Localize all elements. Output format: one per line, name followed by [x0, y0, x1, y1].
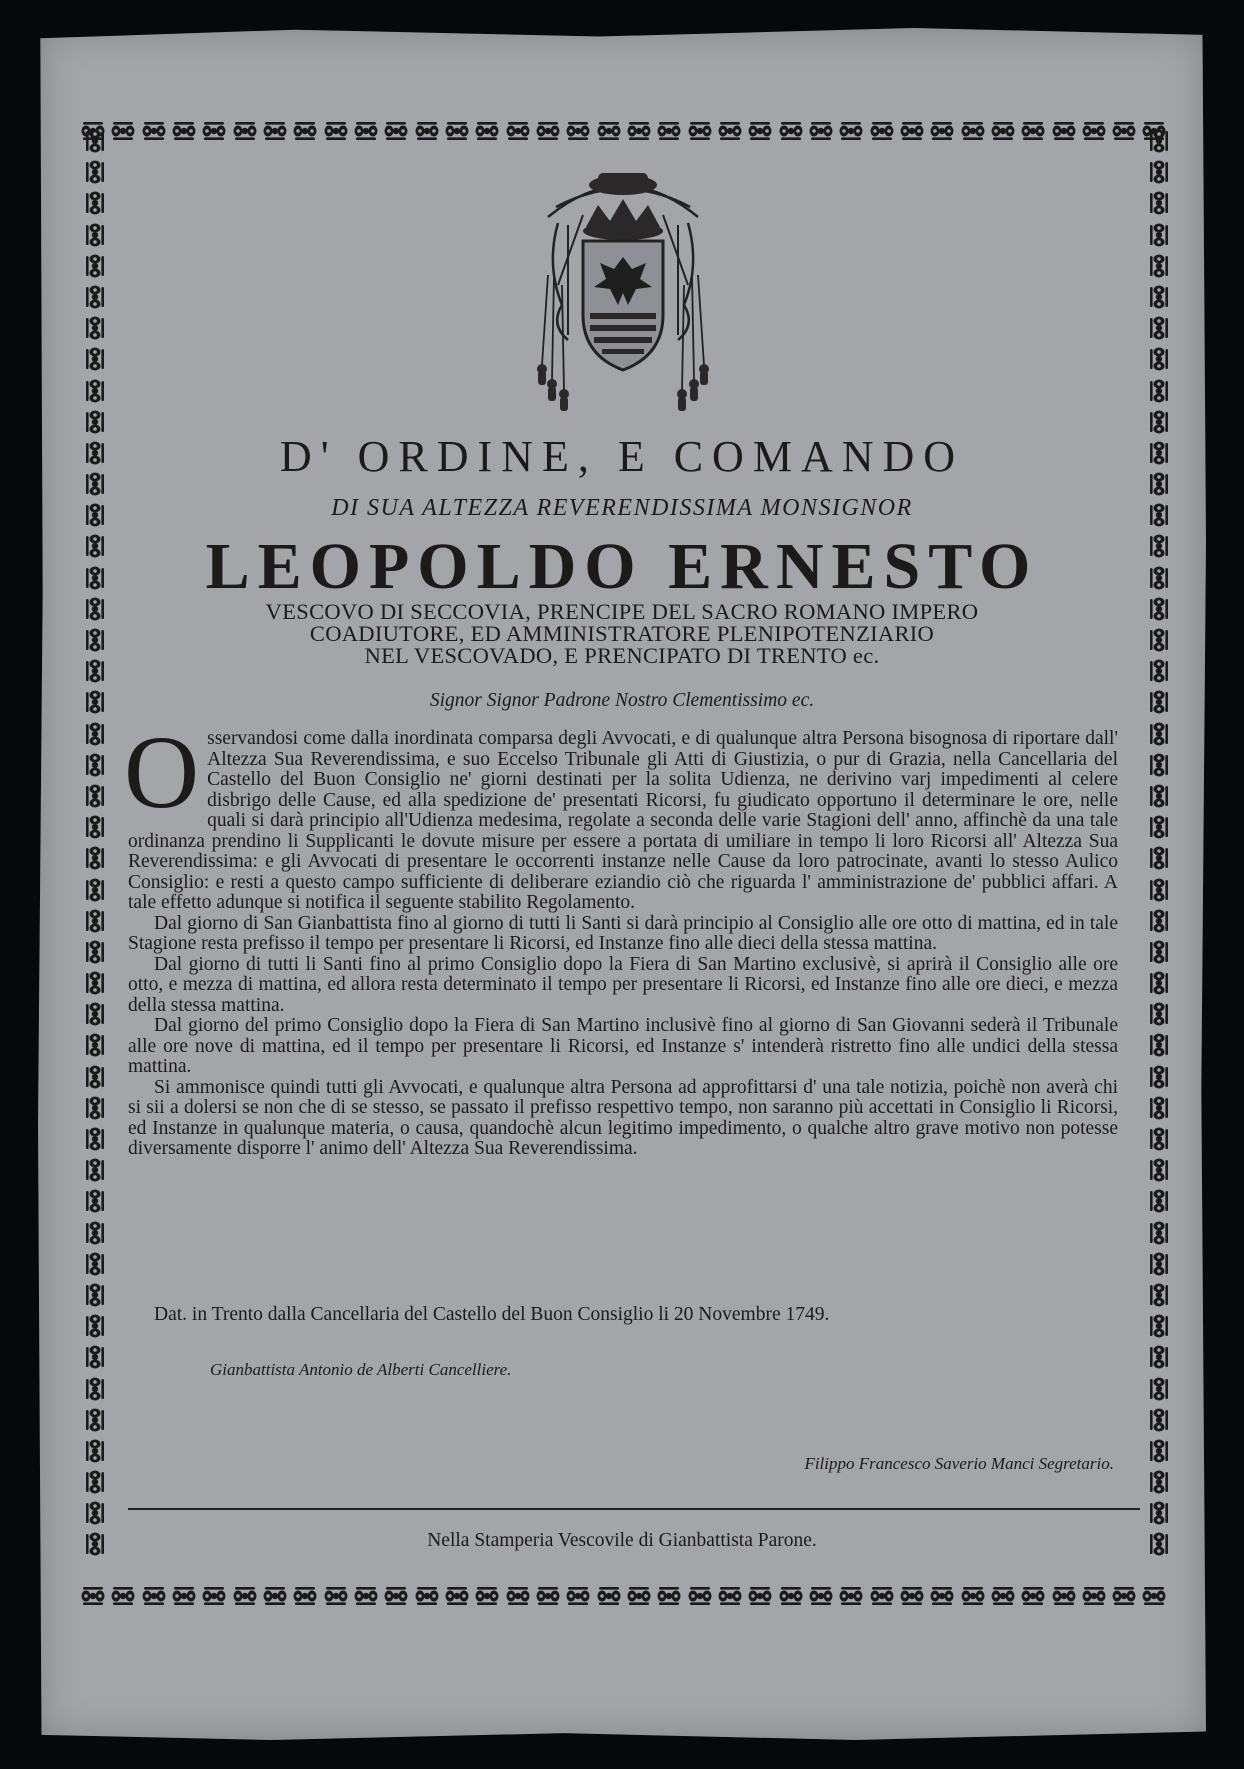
- fleuron-border-icon: [1146, 1157, 1172, 1183]
- fleuron-border-icon: [82, 1064, 108, 1090]
- fleuron-border-icon: [82, 1001, 108, 1027]
- fleuron-border-icon: [82, 284, 108, 310]
- fleuron-border-icon: [1146, 1188, 1172, 1214]
- fleuron-border-icon: [808, 1583, 834, 1609]
- fleuron-border-icon: [82, 1438, 108, 1464]
- fleuron-border-icon: [1146, 970, 1172, 996]
- fleuron-border-icon: [323, 1583, 349, 1609]
- fleuron-border-icon: [383, 1583, 409, 1609]
- fleuron-border-icon: [82, 1313, 108, 1339]
- decree-paragraph: Dal giorno del primo Consiglio dopo la Fiera di San Martino inclusivè fino al giorno di San Giovanni sederà il Tribunale alle ore nove di mattina, ed il tempo per presentare li Ricorsi, ed Instanze s' intenderà ristretto fino alle undici della stessa mattina.: [128, 1015, 1118, 1077]
- fleuron-border-icon: [1146, 1469, 1172, 1495]
- fleuron-border-icon: [82, 1469, 108, 1495]
- fleuron-border-icon: [990, 118, 1016, 144]
- decree-paragraph: Dal giorno di San Gianbattista fino al giorno di tutti li Santi si darà principio al Consiglio alle ore otto di mattina, ed in tale Stagione resta prefisso il tempo per presentare li Ricorsi, ed Instanze fino alle dieci della stessa mattina.: [128, 912, 1118, 954]
- fleuron-border-icon: [1146, 1313, 1172, 1339]
- fleuron-border-icon: [353, 1583, 379, 1609]
- fleuron-border-icon: [1146, 1001, 1172, 1027]
- fleuron-border-icon: [1146, 1407, 1172, 1433]
- fleuron-border-icon: [82, 1282, 108, 1308]
- fleuron-border-icon: [353, 118, 379, 144]
- fleuron-border-icon: [1146, 346, 1172, 372]
- fleuron-border-icon: [1146, 752, 1172, 778]
- fleuron-border-icon: [82, 1188, 108, 1214]
- fleuron-border-icon: [1146, 284, 1172, 310]
- printer-imprint: Nella Stamperia Vescovile di Gianbattista Parone.: [427, 1530, 817, 1551]
- paragraph-text: sservandosi come dalla inordinata comparsa degli Avvocati, e di qualunque altra Persona bisognosa di riportare dall' Altezza Sua Reverendissima, e suo Eccelso Tribunale gli Atti di Giustizia, o pur di Grazia, nella Cancellaria del Castello del Buon Consiglio ne' giorni destinati per la solita Udienza, ne derivino varj impedimenti al celere disbrigo delle Cause, ed alla spedizione de' presentati Ricorsi, fu giudicato opportuno il determinare le ore, nelle quali si darà principio all'Udienza medesima, regolate a seconda delle varie Stagioni dell' anno, affinchè da una tale ordinanza prendino li Supplicanti le dovute misure per essere a portata di umiliare in tempo li loro Ricorsi all' Altezza Sua Reverendissima: e gli Avvocati di presentare le occorrenti instanze nelle Cause da loro patrocinate, avanti lo stesso Aulico Consiglio: e resti a questo campo sufficiente di deliberare eziandio ciò che riguarda l' amministrazione de' pubblici affari. A tale effetto adunque si notifica il seguente stabilito Regolamento.: [128, 728, 1118, 913]
- fleuron-border-icon: [1146, 1500, 1172, 1526]
- fleuron-border-icon: [110, 1583, 136, 1609]
- fleuron-border-icon: [292, 118, 318, 144]
- fleuron-border-icon: [82, 877, 108, 903]
- fleuron-border-icon: [1146, 1095, 1172, 1121]
- issuer-title-line: VESCOVO DI SECCOVIA, PRENCIPE DEL SACRO ROMANO IMPERO: [265, 599, 979, 624]
- fleuron-border-icon: [1146, 908, 1172, 934]
- fleuron-border-icon: [444, 1583, 470, 1609]
- fleuron-border-icon: [1146, 1438, 1172, 1464]
- fleuron-border-icon: [82, 1500, 108, 1526]
- date-line: Dat. in Trento dalla Cancellaria del Castello del Buon Consiglio li 20 Novembre 1749.: [154, 1304, 830, 1325]
- decree-paragraph: Si ammonisce quindi tutti gli Avvocati, e qualunque altra Persona ad approfittarsi d' una tale notizia, poichè non averà chi si sii a dolersi se non che di se stesso, se passato il prefisso respettivo tempo, non saranno più accettati in Consiglio li Ricorsi, ed Instanze in qualunque materia, o causa, quandochè alcun legitimo impedimento, o qualche altro grave motivo non potesse diversamente disporre l' animo dell' Altezza Sua Reverendissima.: [128, 1076, 1118, 1159]
- fleuron-border-icon: [1051, 1583, 1077, 1609]
- fleuron-border-icon: [929, 1583, 955, 1609]
- fleuron-border-icon: [82, 159, 108, 185]
- decree-body: [124, 715, 1118, 1160]
- fleuron-border-icon: [82, 939, 108, 965]
- fleuron-border-icon: [869, 1583, 895, 1609]
- fleuron-border-icon: [747, 1583, 773, 1609]
- fleuron-border-icon: [1146, 378, 1172, 404]
- fleuron-border-icon: [626, 1583, 652, 1609]
- issuer-title-line: COADIUTORE, ED AMMINISTRATORE PLENIPOTENZIARIO: [309, 621, 935, 646]
- fleuron-border-icon: [1081, 118, 1107, 144]
- drop-cap: O: [124, 715, 200, 830]
- fleuron-border-icon: [899, 118, 925, 144]
- fleuron-border-icon: [171, 1583, 197, 1609]
- fleuron-border-icon: [1146, 1126, 1172, 1152]
- fleuron-border-icon: [82, 1095, 108, 1121]
- fleuron-border-icon: [82, 1407, 108, 1433]
- fleuron-border-icon: [474, 1583, 500, 1609]
- fleuron-border-icon: [1146, 721, 1172, 747]
- fleuron-border-icon: [656, 1583, 682, 1609]
- divider: [128, 1508, 1140, 1510]
- proclamation-heading: D' ORDINE, E COMANDO: [279, 432, 965, 481]
- chancellor-signature: Gianbattista Antonio de Alberti Cancelliere.: [210, 1360, 512, 1379]
- fleuron-border-icon: [687, 1583, 713, 1609]
- secretary-signature: Filippo Francesco Saverio Manci Segretario.: [804, 1454, 1114, 1473]
- fleuron-border-icon: [1146, 845, 1172, 871]
- fleuron-border-icon: [82, 752, 108, 778]
- fleuron-border-icon: [1146, 814, 1172, 840]
- fleuron-border-icon: [262, 1583, 288, 1609]
- fleuron-border-icon: [869, 118, 895, 144]
- fleuron-border-icon: [110, 118, 136, 144]
- fleuron-border-icon: [82, 814, 108, 840]
- fleuron-border-icon: [82, 315, 108, 341]
- fleuron-border-icon: [82, 222, 108, 248]
- fleuron-border-icon: [717, 1583, 743, 1609]
- fleuron-border-icon: [232, 118, 258, 144]
- fleuron-border-icon: [1146, 1064, 1172, 1090]
- fleuron-border-icon: [565, 1583, 591, 1609]
- fleuron-border-icon: [838, 1583, 864, 1609]
- ornamental-border-bottom: [80, 1583, 1168, 1609]
- fleuron-border-icon: [899, 1583, 925, 1609]
- issuer-name: LEOPOLDO ERNESTO: [205, 530, 1039, 603]
- fleuron-border-icon: [82, 1032, 108, 1058]
- fleuron-border-icon: [565, 118, 591, 144]
- fleuron-border-icon: [990, 1583, 1016, 1609]
- fleuron-border-icon: [262, 118, 288, 144]
- fleuron-border-icon: [1146, 315, 1172, 341]
- proclamation-subheading: DI SUA ALTEZZA REVERENDISSIMA MONSIGNOR: [331, 495, 913, 521]
- fleuron-border-icon: [82, 1220, 108, 1246]
- fleuron-border-icon: [82, 346, 108, 372]
- salutation: Signor Signor Padrone Nostro Clementissimo ec.: [429, 690, 815, 711]
- decree-paragraph: [124, 715, 1118, 914]
- fleuron-border-icon: [292, 1583, 318, 1609]
- fleuron-border-icon: [778, 118, 804, 144]
- fleuron-border-icon: [717, 118, 743, 144]
- fleuron-border-icon: [1146, 1032, 1172, 1058]
- fleuron-border-icon: [414, 1583, 440, 1609]
- ornamental-border-top: [80, 118, 1168, 144]
- fleuron-border-icon: [596, 118, 622, 144]
- fleuron-border-icon: [82, 1376, 108, 1402]
- fleuron-border-icon: [535, 118, 561, 144]
- fleuron-border-icon: [778, 1583, 804, 1609]
- fleuron-border-icon: [1146, 1282, 1172, 1308]
- fleuron-border-icon: [141, 1583, 167, 1609]
- fleuron-border-icon: [82, 1251, 108, 1277]
- fleuron-border-icon: [747, 118, 773, 144]
- fleuron-border-icon: [1111, 1583, 1137, 1609]
- fleuron-border-icon: [171, 118, 197, 144]
- fleuron-border-icon: [1146, 128, 1172, 154]
- fleuron-border-icon: [1146, 1344, 1172, 1370]
- fleuron-border-icon: [1020, 118, 1046, 144]
- fleuron-border-icon: [1146, 1220, 1172, 1246]
- fleuron-border-icon: [687, 118, 713, 144]
- decree-paragraph: Dal giorno di tutti li Santi fino al primo Consiglio dopo la Fiera di San Martino exclusivè, si aprirà il Consiglio alle ore otto, e mezza di mattina, ed allora resta determinato il tempo per presentare li Ricorsi, ed Instanze fino alle ore dieci, e mezza della stessa mattina.: [128, 953, 1118, 1016]
- fleuron-border-icon: [505, 1583, 531, 1609]
- fleuron-border-icon: [1081, 1583, 1107, 1609]
- ornamental-border-left: [82, 128, 108, 1558]
- fleuron-border-icon: [1111, 118, 1137, 144]
- fleuron-border-icon: [82, 128, 108, 154]
- fleuron-border-icon: [414, 118, 440, 144]
- fleuron-border-icon: [82, 190, 108, 216]
- fleuron-border-icon: [1146, 253, 1172, 279]
- fleuron-border-icon: [838, 118, 864, 144]
- fleuron-border-icon: [82, 845, 108, 871]
- fleuron-border-icon: [82, 1344, 108, 1370]
- fleuron-border-icon: [82, 908, 108, 934]
- fleuron-border-icon: [323, 118, 349, 144]
- fleuron-border-icon: [82, 378, 108, 404]
- fleuron-border-icon: [1141, 1583, 1167, 1609]
- fleuron-border-icon: [596, 1583, 622, 1609]
- fleuron-border-icon: [1146, 877, 1172, 903]
- fleuron-border-icon: [960, 1583, 986, 1609]
- fleuron-border-icon: [82, 721, 108, 747]
- fleuron-border-icon: [80, 1583, 106, 1609]
- fleuron-border-icon: [82, 253, 108, 279]
- fleuron-border-icon: [960, 118, 986, 144]
- fleuron-border-icon: [201, 118, 227, 144]
- fleuron-border-icon: [1146, 939, 1172, 965]
- fleuron-border-icon: [1146, 1376, 1172, 1402]
- fleuron-border-icon: [1146, 783, 1172, 809]
- fleuron-border-icon: [929, 118, 955, 144]
- fleuron-border-icon: [1146, 1251, 1172, 1277]
- fleuron-border-icon: [82, 970, 108, 996]
- issuer-title-line: NEL VESCOVADO, E PRENCIPATO DI TRENTO ec.: [364, 643, 880, 668]
- fleuron-border-icon: [201, 1583, 227, 1609]
- fleuron-border-icon: [626, 118, 652, 144]
- fleuron-border-icon: [1020, 1583, 1046, 1609]
- fleuron-border-icon: [1146, 222, 1172, 248]
- fleuron-border-icon: [232, 1583, 258, 1609]
- fleuron-border-icon: [1051, 118, 1077, 144]
- ornamental-border-right: [1146, 128, 1172, 1558]
- fleuron-border-icon: [82, 783, 108, 809]
- fleuron-border-icon: [808, 118, 834, 144]
- fleuron-border-icon: [656, 118, 682, 144]
- fleuron-border-icon: [505, 118, 531, 144]
- coat-of-arms-icon: [528, 165, 718, 415]
- fleuron-border-icon: [1146, 190, 1172, 216]
- fleuron-border-icon: [444, 118, 470, 144]
- fleuron-border-icon: [474, 118, 500, 144]
- fleuron-border-icon: [82, 1157, 108, 1183]
- fleuron-border-icon: [141, 118, 167, 144]
- fleuron-border-icon: [82, 1126, 108, 1152]
- fleuron-border-icon: [383, 118, 409, 144]
- fleuron-border-icon: [1146, 159, 1172, 185]
- fleuron-border-icon: [535, 1583, 561, 1609]
